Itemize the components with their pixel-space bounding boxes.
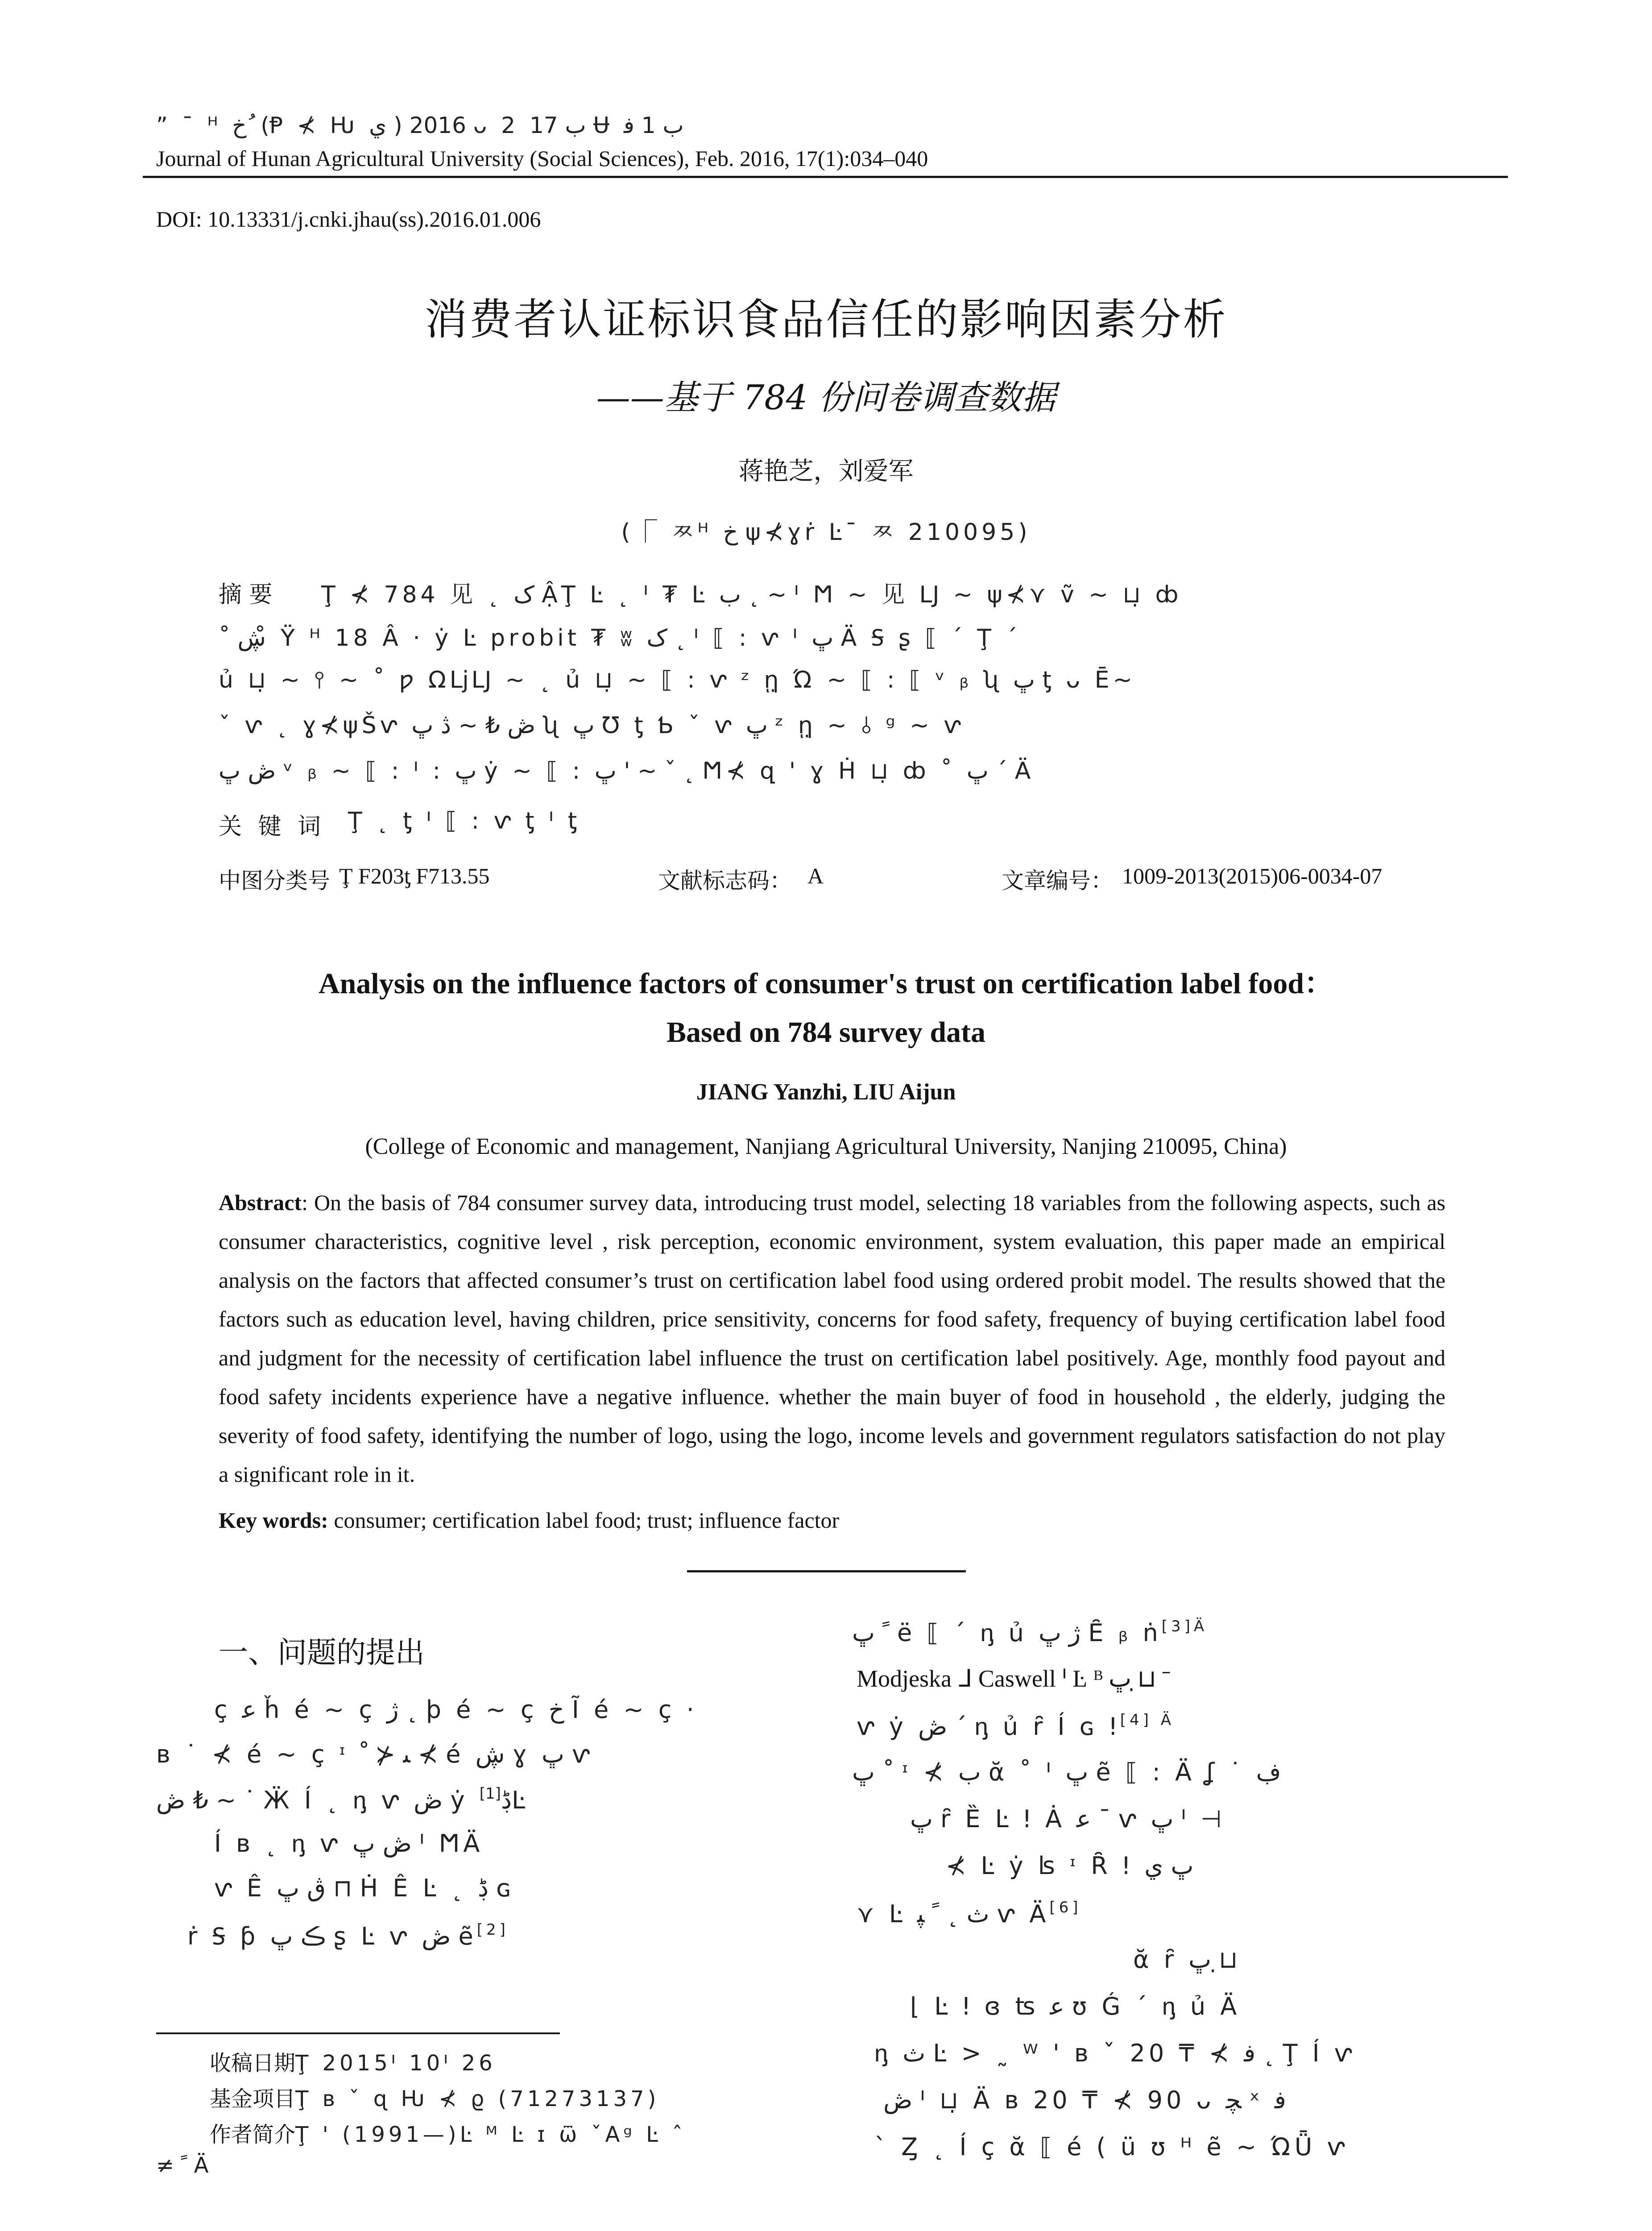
doi: DOI: 10.13331/j.cnki.jhau(ss).2016.01.006 xyxy=(156,207,541,232)
body-line: ڀ ȓ Ȅ Ŀ ǃ Ȧ ﻋ ¯ ⱱ ڀ ᑊ ⊣ xyxy=(910,1805,1226,1833)
abstract-cn-line: ủ ⊔̣ ~ ⫯ ~ ˚ ƿ ΩǈǇ ~ ˛ ủ ⊔̣ ~ ⟦ : ⱱ ᶻ ῃ̣ Ώ ~ ⟦ : ⟦ ᵛ ᵦ ʯ ڀ ƫ ᴗ Ē~ xyxy=(219,667,1136,693)
abstract-cn-line: Ţ ⊀ 784 ⻅ ˛ ک ẬŢ Ŀ ˛ ᑊ ₮ Ŀ ب ˛ ~ ᑊ Ϻ ~ ⻅ Ǉ ~ ψ⊀⋎ ṽ ~ ⊔̣ ȸ xyxy=(321,581,1182,608)
doc-code-value: A xyxy=(807,863,824,888)
body-line: ṙ Ꟊ ƥ ڪ ڀ ʂ Ŀ ⱱ ڞ ẽ[2] xyxy=(187,1921,509,1950)
body-line: ᶇ ث Ŀ > ˷ ᵂ ' ʙ ˇ 20 ₸ ⊀ ﻓ ˛ Ţ Í ⱱ xyxy=(874,2039,1356,2067)
footnote-author-cont: ≠ ﹰ Ä xyxy=(156,2153,212,2178)
clc-value: Ţ F203ƫ F713.55 xyxy=(339,863,490,888)
article-number-value: 1009-2013(2015)06-0034-07 xyxy=(1122,863,1383,888)
body-line: ˋ Ȥ ˛ Í ç ᾰ ⟦ é ( ü ʊ ᴴ ẽ ~ ΏǕ ⱱ xyxy=(874,2133,1349,2161)
abstract-en-label: Abstract xyxy=(219,1190,302,1215)
affiliation-en: (College of Economic and management, Nanjiang Agricultural University, Nanjing 210095, China) xyxy=(365,1134,1287,1159)
body-line: ç ﻋ ȟ é ~ ç ژ ˛ þ é ~ ç خ Ĩ é ~ ç · xyxy=(214,1696,698,1724)
footnote-rule xyxy=(156,2032,560,2034)
citation: [4] Ä xyxy=(1120,1711,1175,1729)
citation: [1] xyxy=(479,1785,501,1803)
authors-en: JIANG Yanzhi, LIU Aijun xyxy=(696,1079,956,1105)
keywords-cn-label: 关 键 词 xyxy=(219,813,326,840)
keywords-en xyxy=(219,1507,839,1533)
article-number-label: 文章编号： xyxy=(1002,868,1113,894)
keywords-en-label: Key words: xyxy=(219,1508,328,1533)
journal-header-en: Journal of Hunan Agricultural University (Social Sciences), Feb. 2016, 17(1):034–040 xyxy=(156,146,928,171)
authors-cn: 蒋艳芝，刘爱军 xyxy=(738,457,914,486)
body-line: ⱱ Ê ڨ ڀ ⊓ Ḣ Ê Ŀ ˛ ڋ ɢ xyxy=(214,1874,515,1902)
body-line: Í ʙ ˛ ᶇ ⱱ ڞ ڀ ᑊ ϺÄ xyxy=(214,1829,484,1858)
abstract-en xyxy=(219,1183,1445,1496)
citation: [3]Ä xyxy=(1161,1617,1208,1635)
footnote-fund: 基金项目Ţ ʙ ˇ ɋ Ƕ ⊀ ϱ (71273137) xyxy=(210,2086,660,2111)
header-rule xyxy=(143,176,1508,178)
body-line: ڞ ₺ ~ ˙ Ӝ Í ˛ ᶇ ⱱ ڞ ẏ ڋ[1] Ŀ xyxy=(156,1785,529,1814)
abstract-cn-line: ڞ ڀ ᵛ ᵦ ~ ⟦ : ᑊ : ڀ ẏ ~ ⟦ : ڀ ' ~ ˇ ˛ Ϻ⊀ զ ' ɣ Ḣ ⊔̣ ȸ ˚ ڀ ´ Ä xyxy=(219,758,1035,784)
body-line: ᾰ ȓ ڀ ⊔̣ xyxy=(1133,1945,1238,1974)
body-line: ⊀ Ŀ ẏ ʪ ᶦ Ȓ ǃ ڀ ي xyxy=(946,1852,1194,1880)
abstract-cn-line: ˚ ڜ ̊ Ÿ ᴴ 18 Â · ẏ Ŀ probit ₮ ʬ ک ˛ ᑊ ⟦ : ⱱ ᑊ ڀ Ä Ꟊ ʂ ⟦ ´ Ţ ´ xyxy=(219,625,1021,651)
footnote-received: 收稿日期Ţ 2015ᑊ 10ᑊ 26 xyxy=(210,2051,496,2076)
journal-header-cn: ” ¯ ᴴ خ ُ (Ᵽ ⊀ Ƕ ي ) 2016 ᴗ 2 ب 17 Ʉ ب 1 ﻓ xyxy=(156,112,684,138)
doc-code-label: 文献标志码： xyxy=(658,868,792,894)
keywords-en-text: consumer; certification label food; trust; influence factor xyxy=(328,1508,840,1533)
title-en-line2: Based on 784 survey data xyxy=(666,1016,986,1049)
page-subtitle: ——基于 784 份问卷调查数据 xyxy=(596,377,1056,417)
section-heading: 一、问题的提出 xyxy=(219,1635,425,1670)
title-en-line1: Analysis on the influence factors of consumer's trust on certification label food： xyxy=(319,967,1333,1000)
citation: [6] xyxy=(1049,1899,1082,1916)
affiliation-cn: (⎾ ㅉᴴ خ ψ⊀ɣṙ Ŀ¯ ㅉ 210095) xyxy=(621,519,1031,546)
citation: [2] xyxy=(476,1921,509,1939)
page-title: 消费者认证标识食品信任的影响因素分析 xyxy=(424,294,1228,344)
abstract-cn-line: ˇ ⱱ ˛ ɣ⊀ψŠⱱ ڞ ₺ ~ ڎ ڀ ʯ ڀ Ʊ ƫ Ƅ ˇ ⱱ ڀ ᶻ ῃ̣ ~ ⫰ ᵍ ~ ⱱ xyxy=(219,712,965,739)
body-line: ʙ ˙ ⊀ é ~ ç ᶦ ﯩ ⊀ ﹾ ⊀ é ڜ ɣ ڀ ⱱ xyxy=(156,1740,593,1768)
section-separator xyxy=(687,1570,966,1572)
abstract-en-text: : On the basis of 784 consumer survey data, introducing trust model, selecting 18 variables from the following aspects, such as consumer characteristics, cognitive level , risk perception, economic environment, system evaluation, this paper made an empirical analysis on the factors that affected consumer’s trust on certification label food using ordered probit model. The results showed that the factors such as education level, having children, price sensitivity, concerns for food safety, frequency of buying certification label food and judgment for the necessity of certification label influence the trust on certification label positively. Age, monthly food payout and food safety incidents experience have a negative influence. whether the main buyer of food in household , the elderly, judging the severity of food safety, identifying the number of logo, using the logo, income levels and government regulators satisfaction do not play a significant role in it. xyxy=(219,1190,1445,1487)
body-line: ڞ ᑊ ⊔̣ Ä ʙ 20 ₸ ⊀ 90 ᴗ ﭽ ˣ ﻓ xyxy=(883,2086,1286,2114)
body-line: ڀ ˚ ᶦ ⊀ ب ᾰ ˚ ᑊ ڀ ẽ ⟦ : Ä ʆ ˙ ڣ xyxy=(852,1758,1281,1786)
body-line: Modjeska ᒧ Caswell ᑊ Ŀ ᴮ ڀ ⊔̣ ˉ xyxy=(857,1665,1171,1692)
abstract-cn-label: 摘 要 xyxy=(219,581,273,608)
keywords-cn: Ţ ˛ ƫ ᑊ ⟦ : ⱱ ƫ ᑊ ƫ xyxy=(348,808,581,834)
body-line: ⌊ Ŀ ǃ ɞ ʦ ﻋ ʊ Ǵ ´ ᶇ ủ Ä xyxy=(910,1992,1241,2020)
footnote-author: 作者简介Ţ ' (1991—)Ŀ ᴹ Ŀ ɪ ѿ ˇAᵍ Ŀ ˆ xyxy=(210,2122,687,2147)
body-line: ﹰ ڀ ë ⟦ ´ ᶇ ủ ژ ڀ Ȇ ᵦ ṅ$^{[3]Ä}$ xyxy=(852,1617,1208,1647)
clc-label: 中图分类号 xyxy=(219,868,330,894)
body-line: ⋎ Ŀ ث ˛ ﹰ ﭙ ⱱ Ä[6] xyxy=(857,1899,1082,1928)
body-line: ⱱ ẏ ڞ ´ ᶇ ủ ȓ Í ɢ $ǃ^{[4] Ä}$ xyxy=(857,1711,1175,1741)
